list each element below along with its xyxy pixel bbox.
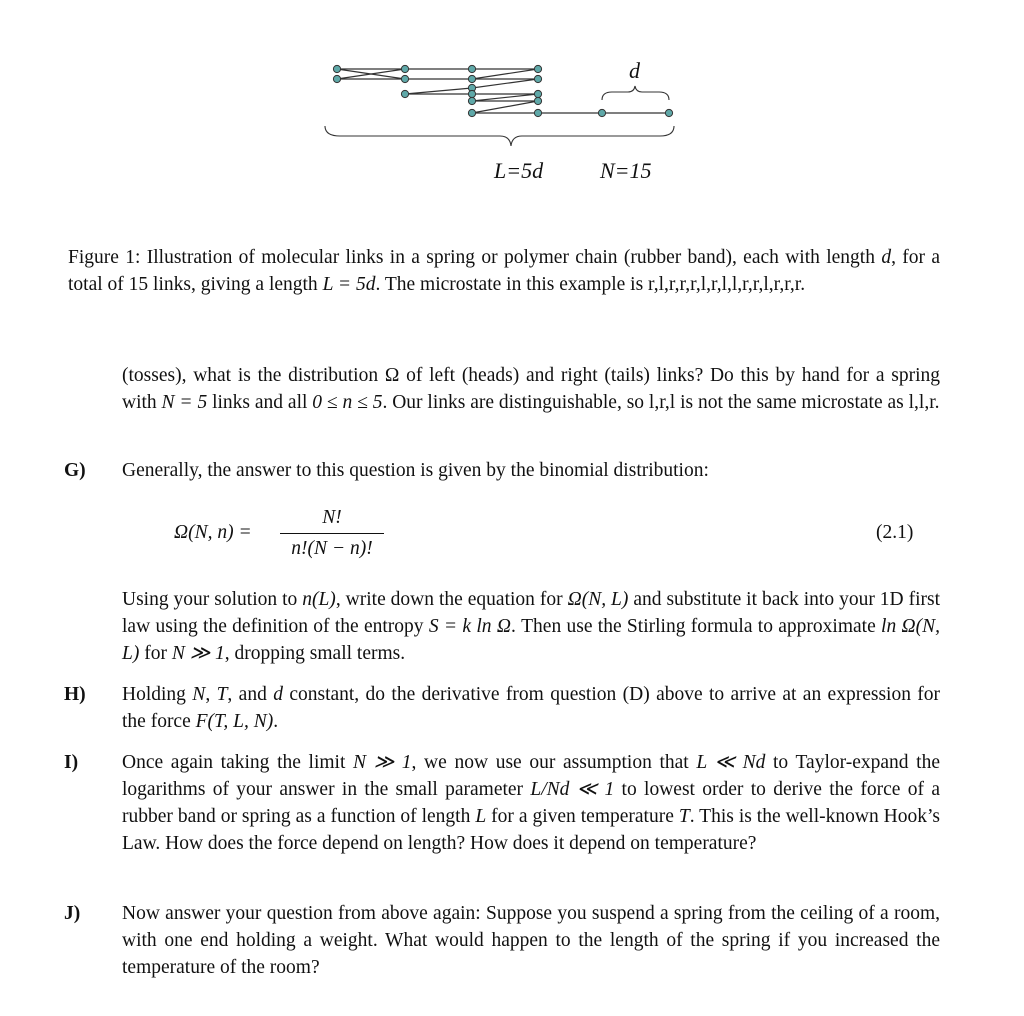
caption-mid: , for a total of 15 links, giving a length (68, 247, 941, 295)
g-follow-omegaNL: Ω(N, L) (567, 589, 629, 610)
section-g-followup (122, 586, 940, 667)
equation-number: (2.1) (876, 522, 914, 543)
h-a: Holding (122, 684, 186, 705)
intro-eq1: N = 5 (161, 392, 208, 413)
i-a: Once again taking the limit (122, 752, 346, 773)
i-d: to lowest order to derive the force of a rubber band or spring as a function of length (122, 779, 940, 827)
h-f: . (273, 711, 279, 732)
g-follow-nL: n(L) (302, 589, 336, 610)
section-i-label: I) (64, 752, 79, 773)
i-assump: L ≪ Nd (696, 752, 766, 773)
intro-eq2: 0 ≤ n ≤ 5 (312, 392, 383, 413)
h-F: F(T, L, N) (195, 711, 274, 732)
section-g-text: Generally, the answer to this question is given by the binomial distribution: (122, 460, 709, 481)
intro-text1: (tosses), what is the distribution (122, 365, 379, 386)
caption-var-d: d (881, 247, 892, 268)
figure-caption (68, 244, 940, 298)
intro-omega: Ω (384, 365, 400, 386)
section-g-label: G) (64, 460, 86, 481)
intro-text2: of left (heads) and right (tails) links? Do this by hand for a spring with (122, 365, 941, 413)
section-j-label: J) (64, 903, 81, 924)
caption-eq: L = 5d (322, 274, 376, 295)
equation-lhs-text: Ω(N, n) = (174, 522, 252, 543)
section-i-text (122, 749, 940, 857)
g-follow-b: , write down the equation for (335, 589, 563, 610)
equation-lhs (174, 519, 252, 546)
i-c: to Taylor-expand the logarithms of your answer in the small parameter (122, 752, 940, 800)
g-follow-d: . Then use the Stirling formula to approximate (510, 616, 876, 637)
g-follow-ln: ln Ω(N, L) (122, 616, 941, 664)
intro-text3: links and all (212, 392, 308, 413)
i-lim: N ≫ 1 (353, 752, 412, 773)
intro-text4: . Our links are distinguishable, so l,r,l is not the same microstate as l,l,r. (382, 392, 940, 413)
equation-fraction (280, 505, 384, 562)
h-b: , (205, 684, 211, 705)
section-j-text: Now answer your question from above again: Suppose you suspend a spring from the ceiling of a room, with one end holding a weight. What would happen to the length of the spring if you increased the temperature of the room? (122, 903, 940, 978)
section-h-label: H) (64, 684, 86, 705)
i-T: T (678, 806, 690, 827)
polymer-chain-figure (300, 40, 700, 200)
i-f: . This is the well-known Hook’s Law. How does the force depend on length? How does it depend on temperature? (122, 806, 941, 854)
i-b: , we now use our assumption that (411, 752, 689, 773)
large-brace (325, 126, 674, 146)
equation-denominator: n!(N − n)! (291, 538, 373, 559)
label-N: N=15 (600, 158, 652, 183)
g-follow-a: Using your solution to (122, 589, 298, 610)
chain-nodes (333, 65, 672, 116)
i-L: L (475, 806, 487, 827)
chain-links (337, 69, 669, 113)
g-follow-S: S = k ln Ω (428, 616, 511, 637)
label-L: L=5d (494, 158, 544, 183)
g-follow-f: , dropping small terms. (224, 643, 406, 664)
small-brace (602, 86, 669, 100)
h-N: N (192, 684, 206, 705)
h-e: constant, do the derivative from question (D) above to arrive at an expression for the force (122, 684, 941, 732)
caption-suffix: . The microstate in this example is r,l,r,r,r,l,r,l,l,r,r,l,r,r,r. (375, 274, 806, 295)
h-T: T (216, 684, 228, 705)
fraction-bar (280, 533, 384, 534)
g-follow-c: and substitute it back into your 1D first law using the definition of the entropy (122, 589, 940, 637)
g-follow-e: for (144, 643, 167, 664)
h-d: d (273, 684, 283, 705)
label-d: d (629, 58, 640, 83)
g-follow-N: N ≫ 1 (171, 643, 225, 664)
i-e: for a given temperature (491, 806, 674, 827)
caption-prefix: Figure 1: Illustration of molecular links in a spring or polymer chain (rubber band), each with length (68, 247, 875, 268)
section-h-text (122, 681, 940, 735)
intro-paragraph (122, 362, 940, 416)
h-c: , and (227, 684, 267, 705)
equation-numerator: N! (322, 507, 342, 528)
i-param: L/Nd ≪ 1 (530, 779, 615, 800)
